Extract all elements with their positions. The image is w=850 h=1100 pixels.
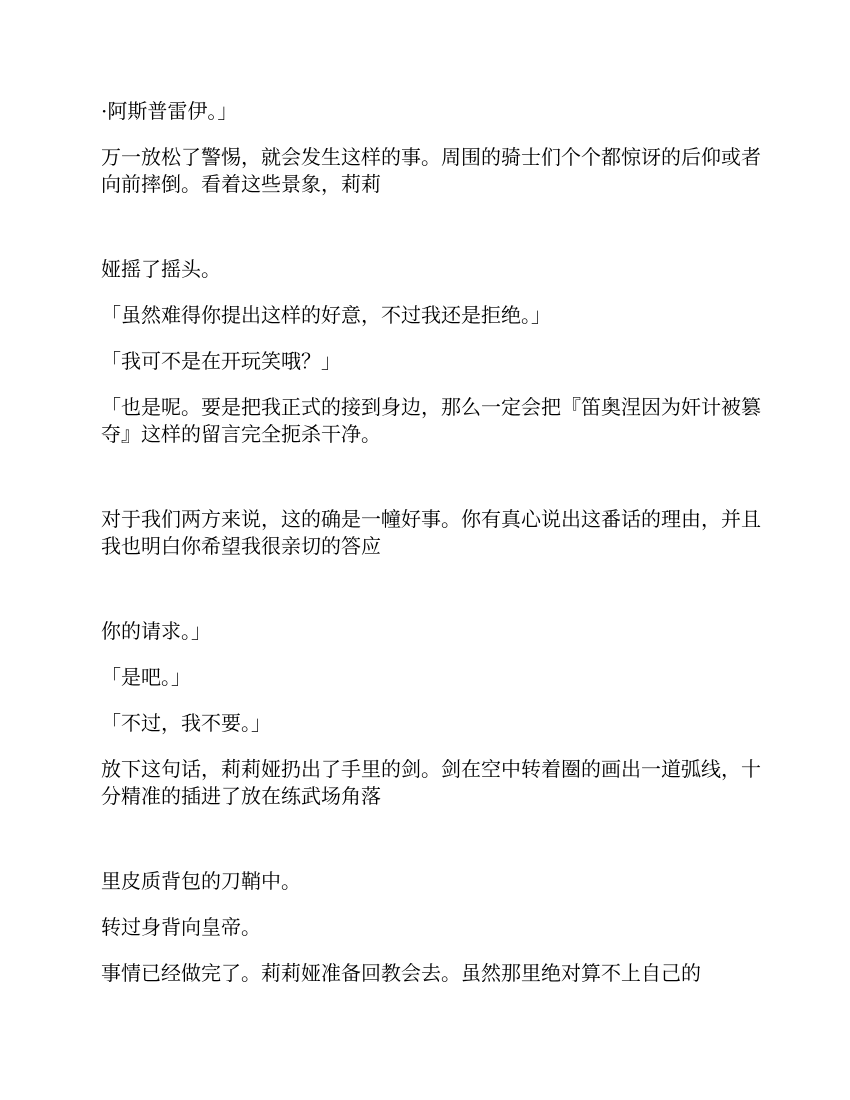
paragraph-6: 「也是呢。要是把我正式的接到身边，那么一定会把『笛奥涅因为奸计被篡夺』这样的留言完全扼杀干净。 [101,395,761,446]
paragraph-7: 对于我们两方来说，这的确是一幢好事。你有真心说出这番话的理由，并且我也明白你希望我很亲切的答应 [101,507,761,558]
paragraph-10: 「不过，我不要。」 [101,711,271,735]
paragraph-8: 你的请求。」 [101,619,211,643]
paragraph-2: 万一放松了警惕，就会发生这样的事。周围的骑士们个个都惊讶的后仰或者向前摔倒。看着这些景象，莉莉 [101,145,761,196]
paragraph-4: 「虽然难得你提出这样的好意，不过我还是拒绝。」 [101,303,551,327]
paragraph-3: 娅摇了摇头。 [101,257,221,281]
paragraph-5: 「我可不是在开玩笑哦？」 [101,349,341,373]
paragraph-12: 里皮质背包的刀鞘中。 [101,869,301,893]
paragraph-13: 转过身背向皇帝。 [101,915,261,939]
paragraph-14: 事情已经做完了。莉莉娅准备回教会去。虽然那里绝对算不上自己的 [101,961,701,985]
paragraph-11: 放下这句话，莉莉娅扔出了手里的剑。剑在空中转着圈的画出一道弧线，十分精准的插进了放在练武场角落 [101,757,761,808]
paragraph-9: 「是吧。」 [101,665,191,689]
paragraph-1: ·阿斯普雷伊。」 [101,99,238,123]
